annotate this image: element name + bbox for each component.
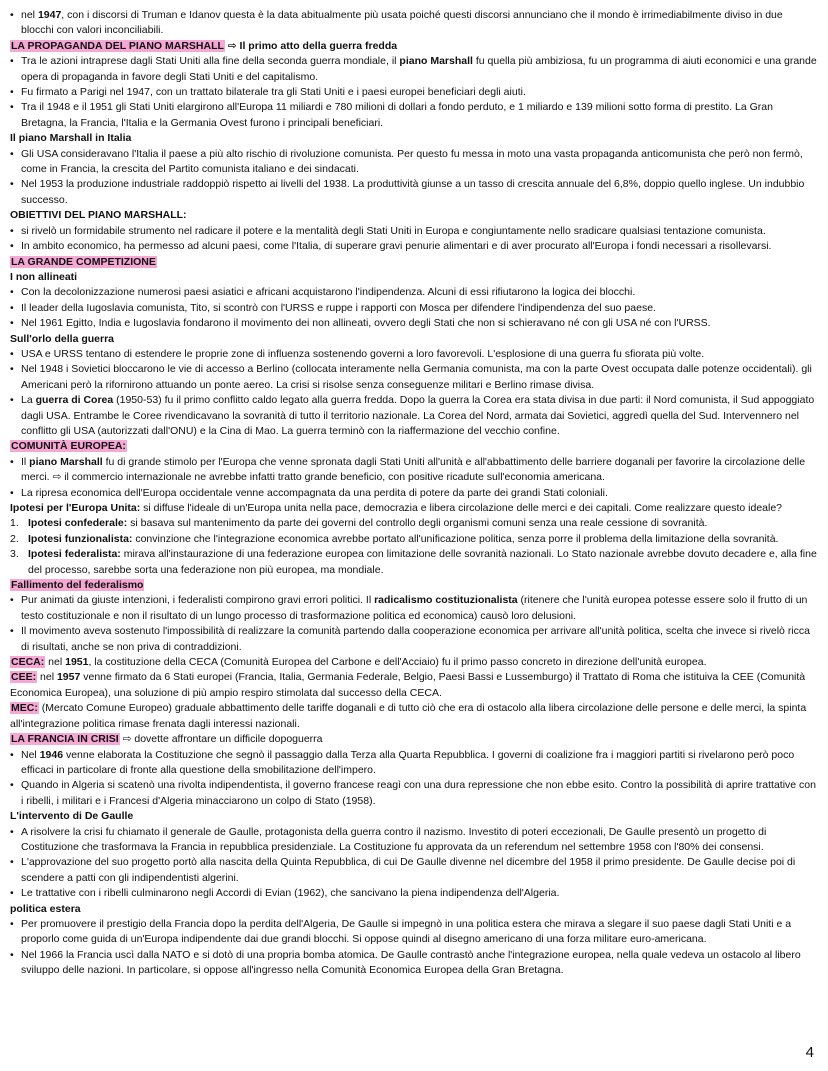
numbered-item [10, 547, 818, 578]
bullet-item [10, 825, 818, 856]
text-run: si basava sul mantenimento da parte dei governi del controllo degli organismi comuni senza una reale cessione di sovranità. [127, 517, 708, 530]
text-run: Gli USA consideravano l'Italia il paese a più alto rischio di rivoluzione comunista. Per questo fu messa in moto una vasta propaganda anticomunista che però non fermò, come in Francia, la crescita del Partito comunista italiano e dei sindacati. [21, 147, 803, 176]
text-run: Il leader della Iugoslavia comunista, Tito, si scontrò con l'URSS e ruppe i rapporti con Mosca per difendere l'indipendenza del suo paese. [21, 301, 656, 314]
text-run: Nel 1953 la produzione industriale raddoppiò rispetto ai livelli del 1938. La produttività giunse a un tasso di crescita annuale del 6,8%, doppio quello inglese. Un indubbio successo. [21, 178, 805, 206]
text-run: Ipotesi funzionalista: [28, 532, 133, 545]
text-run: politica estera [10, 902, 81, 915]
bullet-item [10, 301, 818, 316]
section-heading [10, 255, 818, 270]
text-run: convinzione che l'integrazione economica avrebbe portato all'unificazione politica, senza porre il problema della limitazione della sovranità. [132, 532, 779, 545]
text-run: A risolvere la crisi fu chiamato il generale de Gaulle, protagonista della guerra contro il nazismo. Investito di poteri eccezionali, De Gaulle presentò un progetto di Costituzione che trasformava la Francia in repubblica presidenziale. La Costituzione fu approvata da un referendum nel settembre 1958 con l'80% dei consensi. [21, 825, 767, 853]
text-run: USA e URSS tentano di estendere le proprie zone di influenza sostenendo governi a loro favorevoli. L'esplosione di una guerra fu sfiorata più volte. [21, 347, 705, 360]
text-run: Ipotesi confederale: [28, 517, 128, 530]
text-run: venne firmato da 6 Stati europei (Francia, Italia, Germania Federale, Belgio, Paesi Bassi e Lussemburgo) il Trattato di Roma che istituiva la CEE (Comunità Economica Europea), una soluzione di più ampio respiro stimolata dal successo della CECA. [10, 671, 806, 699]
bullet-item [10, 393, 818, 439]
text-run: Nel 1948 i Sovietici bloccarono le vie di accesso a Berlino (collocata interamente nella Germania comunista, ma con la parte Ovest occupata dalle potenze occidentali). gli Americani però la rifornirono attuando un ponte aereo. La crisi si risolse senza conseguenze militari e Berlino rimase divisa. [21, 363, 812, 391]
highlighted-text: Fallimento del federalismo [11, 579, 144, 592]
text-run: radicalismo costituzionalista [374, 594, 518, 607]
bullet-item [10, 455, 818, 486]
text-run: 1957 [56, 671, 81, 684]
bullet-item [10, 748, 818, 779]
text-run: piano Marshall [399, 55, 473, 68]
highlighted-text: LA GRANDE COMPETIZIONE [11, 255, 156, 268]
text-run: piano Marshall [29, 455, 103, 468]
text-run: Sull'orlo della guerra [10, 332, 115, 345]
text-run: nel [45, 656, 66, 669]
numbered-item [10, 516, 818, 531]
bullet-item [10, 624, 818, 655]
text-run: Nel 1961 Egitto, India e Iugoslavia fondarono il movimento dei non allineati, ovvero degli Stati che non si schieravano né con gli USA né con l'URSS. [21, 317, 711, 330]
bullet-item [10, 855, 818, 886]
section-heading [10, 578, 818, 593]
document-body [10, 8, 818, 979]
section-heading [10, 732, 818, 747]
bullet-item [10, 177, 818, 208]
text-run: L'approvazione del suo progetto portò alla nascita della Quinta Repubblica, di cui De Gaulle divenne nel dicembre del 1958 il primo presidente. De Gaulle decise poi di scendere a patti con gli indipendentisti algerini. [21, 856, 796, 884]
text-run: si rivelò un formidabile strumento nel radicare il potere e la mentalità degli Stati Uniti in Europa e congiuntamente nello sradicare qualsiasi tentazione comunista. [21, 224, 766, 237]
text-run: nel [37, 671, 57, 684]
text-run: Nel 1966 la Francia uscì dalla NATO e si dotò di una propria bomba atomica. De Gaulle contrastò anche l'integrazione europea, nella quale vedeva un ostacolo al libero sviluppo delle nazioni. In particolare, si oppose all'ingresso nella Comunità Economica Europea della Gran Bretagna. [21, 948, 801, 977]
item-number: 2. [10, 532, 19, 545]
bullet-item [10, 8, 818, 39]
text-run: si diffuse l'ideale di un'Europa unita nella pace, democrazia e libera circolazione delle merci e dei capitali. Come realizzare questo ideale? [140, 502, 783, 514]
bullet-item [10, 347, 818, 362]
text-run: OBIETTIVI DEL PIANO MARSHALL: [10, 209, 187, 222]
text-run: Ipotesi per l'Europa Unita: [10, 502, 141, 514]
text-run: fu di grande stimolo per l'Europa che venne spronata dagli Stati Uniti all'unità e all'abbattimento delle barriere doganali per favorire la circolazione delle merci. ⇨ il commercio internazionale ne avrebbe infatti tratto grande beneficio, con positive ricadute sull'economia americana. [21, 455, 806, 484]
section-heading [10, 332, 818, 347]
section-heading [10, 208, 818, 223]
text-run: Tra il 1948 e il 1951 gli Stati Uniti elargirono all'Europa 11 miliardi e 780 milioni di dollari a fondo perduto, e 1 miliardo e 139 milioni sotto forma di prestito. La Gran Bretagna, la Francia, l'Italia e la Germania Ovest furono i principali beneficiari. [21, 101, 773, 129]
bullet-item [10, 285, 818, 300]
bullet-item [10, 85, 818, 100]
text-run: (1950-53) fu il primo conflitto caldo legato alla guerra fredda. Dopo la guerra la Corea era stata divisa in due parti: il Nord comunista, il Sud appoggiato dagli USA. Entrambe le Coree rivendicavano la sovranità di tutto il territorio nazionale. La Corea del Nord, armata dai Sovietici, aggredì quella del Sud. Intervennero nel conflitto gli USA (autorizzati dall'ONU) e la Cina di Mao. La guerra terminò con la riaffermazione del vecchio confine. [21, 394, 815, 437]
text-run: La [21, 394, 36, 407]
text-run: I non allineati [10, 270, 78, 283]
text-run: , con i discorsi di Truman e Idanov questa è la data abitualmente più usata poiché questi discorsi annunciano che il mondo è irrimediabilmente diviso in due blocchi con valori inconciliabili. [21, 9, 783, 37]
paragraph [10, 670, 818, 701]
item-number: 3. [10, 548, 19, 561]
text-run: Le trattative con i ribelli culminarono negli Accordi di Evian (1962), che sancivano la piena indipendenza dell'Algeria. [21, 887, 560, 900]
highlighted-text: CECA: [11, 656, 45, 669]
bullet-item [10, 147, 818, 178]
paragraph [10, 655, 818, 670]
text-run: guerra di Corea [35, 394, 114, 407]
highlighted-text: LA PROPAGANDA DEL PIANO MARSHALL [11, 39, 224, 52]
text-run: Quando in Algeria si scatenò una rivolta indipendentista, il governo francese reagì con una dura repressione che non ebbe esito. Contro la possibilità di aprire trattative con i ribelli, i militari e i Francesi d'Algeria minacciarono un colpo di Stato (1958). [21, 779, 816, 807]
bullet-item [10, 239, 818, 254]
paragraph [10, 701, 818, 732]
bullet-item [10, 917, 818, 948]
text-run: L'intervento di De Gaulle [10, 810, 134, 823]
text-run: Pur animati da giuste intenzioni, i federalisti compirono gravi errori politici. Il [21, 594, 375, 607]
highlighted-text: CEE: [11, 671, 37, 684]
text-run: , la costituzione della CECA (Comunità Europea del Carbone e dell'Acciaio) fu il primo passo concreto in direzione dell'unità europea. [88, 656, 707, 669]
bullet-item [10, 778, 818, 809]
text-run: Con la decolonizzazione numerosi paesi asiatici e africani acquistarono l'indipendenza. Alcuni di essi rifiutarono la logica dei blocchi. [21, 286, 636, 299]
highlighted-text: COMUNITÀ EUROPEA: [11, 440, 126, 453]
section-heading [10, 39, 818, 54]
bullet-item [10, 593, 818, 624]
text-run: In ambito economico, ha permesso ad alcuni paesi, come l'Italia, di superare gravi penurie alimentari e di aver procurato all'Europa i fondi necessari a risollevarsi. [21, 240, 772, 253]
item-number: 1. [10, 517, 19, 530]
bullet-item [10, 54, 818, 85]
text-run: mirava all'instaurazione di una federazione europea con limitazione delle sovranità nazionali. Lo Stato nazionale avrebbe dovuto decadere e, alla fine del processo, sarebbe sorta una federazione non più europea, ma mondiale. [28, 548, 817, 576]
text-run: ⇨ dovette affrontare un difficile dopoguerra [119, 733, 323, 746]
text-run: fu quella più ambiziosa, fu un programma di aiuti economici e una grande opera di propaganda in favore degli Stati Uniti e del capitalismo. [21, 55, 817, 83]
text-run: Il [21, 455, 30, 468]
text-run: Tra le azioni intraprese dagli Stati Uniti alla fine della seconda guerra mondiale, il [21, 55, 400, 68]
text-run: (ritenere che l'unità europea potesse essere solo il frutto di un testo costituzionale e non il risultato di un lungo processo di trasformazione politica ed economica) causò loro delusioni. [21, 594, 808, 622]
bullet-item [10, 948, 818, 979]
text-run: (Mercato Comune Europeo) graduale abbattimento delle tariffe doganali e di tutto ciò che era di ostacolo alla libera circolazione delle persone e delle merci, la spinta all'integrazione politica rimase frenata dagli interessi nazionali. [10, 702, 807, 730]
text-run: La ripresa economica dell'Europa occidentale venne accompagnata da una perdita di potere da parte dei grandi Stati coloniali. [21, 486, 608, 499]
text-run: Fu firmato a Parigi nel 1947, con un trattato bilaterale tra gli Stati Uniti e i paesi europei beneficiari degli aiuti. [21, 86, 526, 99]
text-run: Il movimento aveva sostenuto l'impossibilità di realizzare la comunità partendo dalla cooperazione economica per arrivare all'unità politica, scelta che invece si rivelò ricca di risultati, anche se non priva di contraddizioni. [21, 625, 810, 653]
text-run: 1951 [65, 656, 89, 669]
text-run: ⇨ Il primo atto della guerra fredda [224, 39, 398, 52]
text-run: venne elaborata la Costituzione che segnò il passaggio dalla Terza alla Quarta Repubblica. I governi di coalizione fra i maggiori partiti si rivelarono però poco efficaci in particolare di fronte alla questione della smobilitazione dell'impero. [21, 748, 795, 776]
bullet-item [10, 362, 818, 393]
section-heading [10, 439, 818, 454]
text-run: Per promuovere il prestigio della Francia dopo la perdita dell'Algeria, De Gaulle si impegnò in una politica estera che mirava a slegare il suo paese dagli Stati Uniti e a proporlo come guida di un'Europa indipendente dai due grandi blocchi. Si oppose quindi al disegno americano di una forza militare euro-americana. [21, 917, 792, 946]
text-run: Nel [21, 748, 40, 761]
bullet-item [10, 100, 818, 131]
text-run: 1946 [39, 748, 64, 761]
text-run: Il piano Marshall in Italia [10, 132, 132, 145]
highlighted-text: MEC: [11, 702, 38, 715]
bullet-item [10, 316, 818, 331]
section-heading [10, 809, 818, 824]
text-run: 1947 [37, 9, 62, 21]
section-heading [10, 902, 818, 917]
text-run: nel [21, 9, 38, 21]
numbered-item [10, 532, 818, 547]
page-number: 4 [805, 1044, 814, 1061]
bullet-item [10, 224, 818, 239]
bullet-item [10, 486, 818, 501]
bullet-item [10, 886, 818, 901]
text-run: Ipotesi federalista: [28, 548, 121, 561]
highlighted-text: LA FRANCIA IN CRISI [11, 733, 119, 746]
paragraph [10, 501, 818, 516]
section-heading [10, 270, 818, 285]
section-heading [10, 131, 818, 146]
